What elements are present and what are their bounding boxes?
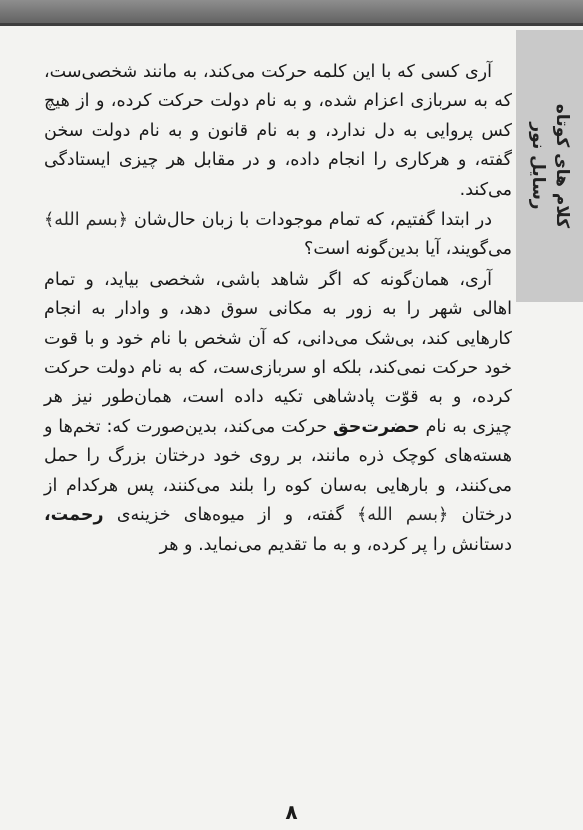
text-run: حرکت می‌کند، بدین‌صورت که: تخم‌ها و هسته‌های کوچک ذره مانند، بر روی خود درختان بزرگ را حمل می‌کنند، و بارهایی به‌سان کوه را بلند می‌کنند، پس هرکدام از درختان (44, 416, 512, 526)
emphasized-term: حضرت‌حق (333, 416, 420, 437)
side-tab-text (526, 41, 574, 291)
basmala-ornament: ﴿بسم الله﴾ (357, 505, 449, 526)
text-run: دستانش را پر کرده، و به ما تقدیم می‌نماید. و هر (159, 534, 512, 555)
paragraph (44, 266, 512, 560)
text-run: در ابتدا گفتیم، که تمام موجودات با زبان حال‌شان (128, 210, 492, 231)
paragraph (44, 206, 512, 265)
paragraph (44, 58, 512, 205)
text-run: آری کسی که با این کلمه حرکت می‌کند، به مانند شخصی‌ست، که به سربازی اعزام شده، و به نام دولت حرکت کرده، و از هیچ کس پروایی به دل ندارد، و به نام قانون و به نام دولت سخن گفته، و هرکاری را انجام داده، و در مقابل هر چیزی ایستادگی می‌کند. (44, 62, 512, 200)
chapter-side-tab (516, 30, 583, 302)
page-top-bar (0, 0, 583, 26)
page-number: ۸ (285, 800, 298, 824)
basmala-ornament: ﴿بسم الله﴾ (44, 210, 129, 231)
text-run: آری، همان‌گونه که اگر شاهد باشی، شخصی بیاید، و تمام اهالی شهر را به زور به مکانی سوق دهد، و وادار به انجام کارهایی کند، بی‌شک می‌دانی، که آن شخص با نام خود و با قوت خود حرکت نمی‌کند، بلکه او سربازی‌ست، که به نام دولت حرکت کرده، و به قوّت پادشاهی تکیه داده است، همان‌طور نیز هر چیزی به نام (44, 269, 513, 437)
side-tab-line-1: کلام های کوتاه (551, 103, 572, 229)
side-tab-line-2: رسایل نور (527, 122, 548, 210)
text-run: گفته، و از میوه‌های خزینه‌ی (103, 505, 358, 526)
emphasized-term: رحمت، (44, 505, 104, 526)
text-run: می‌گویند، آیا بدین‌گونه است؟ (304, 239, 512, 260)
body-text (44, 58, 512, 560)
